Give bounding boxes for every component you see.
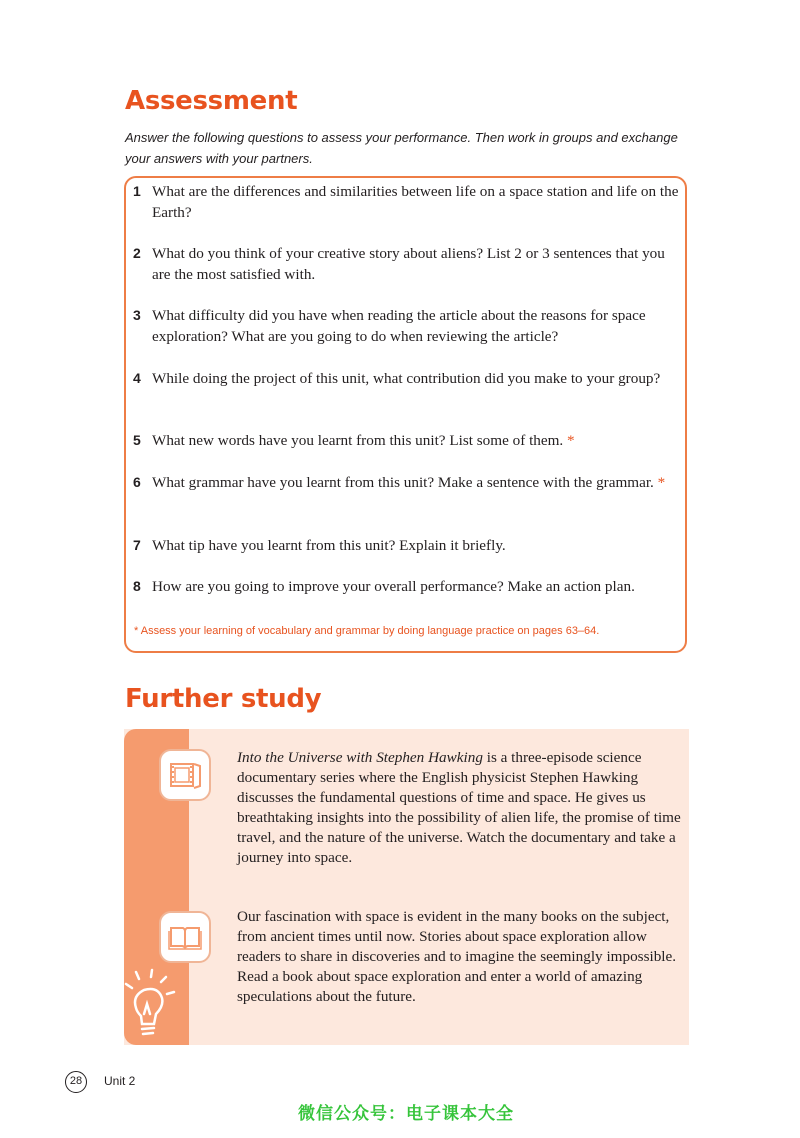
question-item — [133, 368, 681, 389]
question-item — [133, 535, 681, 556]
question-text: What are the differences and similarities between life on a space station and life on the Earth? — [152, 183, 679, 221]
book-icon — [159, 911, 211, 963]
question-item — [133, 243, 681, 285]
further-study-title: Further study — [125, 684, 322, 714]
question-number: 2 — [133, 245, 141, 261]
documentary-paragraph: Into the Universe with Stephen Hawking is a three-episode science documentary series where the English physicist Stephen Hawking discusses the fundamental questions of time and space. He gives us breathtaking insights into the possibility of alien life, the promise of time travel, and the nature of the universe. Watch the documentary and take a journey into space. — [237, 749, 681, 866]
question-text: What tip have you learnt from this unit? Explain it briefly. — [152, 537, 506, 554]
question-number: 6 — [133, 474, 141, 490]
question-item — [133, 472, 681, 493]
question-number: 7 — [133, 537, 141, 553]
question-number: 4 — [133, 370, 141, 386]
question-number: 5 — [133, 432, 141, 448]
asterisk-mark: * — [657, 474, 666, 491]
question-text: What do you think of your creative story about aliens? List 2 or 3 sentences that you are the most satisfied with. — [152, 245, 665, 283]
film-icon — [159, 749, 211, 801]
unit-label: Unit 2 — [104, 1074, 136, 1088]
question-text: How are you going to improve your overall performance? Make an action plan. — [152, 578, 635, 595]
books-paragraph: Our fascination with space is evident in the many books on the subject, from ancient times until now. Stories about space exploration allow readers to share in discoveries and to imagine the seemingly impossible. Read a book about space exploration and enter a world of amazing speculations about the future. — [237, 908, 677, 1005]
question-item — [133, 305, 681, 347]
documentary-title: Into the Universe with Stephen Hawking — [237, 749, 483, 766]
watermark: 微信公众号：电子课本大全 — [298, 1104, 514, 1124]
question-number: 1 — [133, 183, 141, 199]
question-text: What new words have you learnt from this unit? List some of them. — [152, 432, 564, 449]
question-number: 8 — [133, 578, 141, 594]
question-text: What difficulty did you have when reading the article about the reasons for space exploration? What are you going to do when reviewing the article? — [152, 307, 646, 345]
page-number: 28 — [65, 1071, 87, 1093]
assessment-title: Assessment — [125, 86, 298, 116]
question-text: While doing the project of this unit, what contribution did you make to your group? — [152, 370, 661, 387]
assessment-intro: Answer the following questions to assess your performance. Then work in groups and exchange your answers with your partners. — [125, 130, 678, 166]
question-number: 3 — [133, 307, 141, 323]
question-item — [133, 430, 681, 451]
assessment-footnote: * Assess your learning of vocabulary and grammar by doing language practice on pages 63–64. — [134, 625, 600, 637]
lightbulb-icon — [122, 968, 182, 1052]
question-item — [133, 181, 681, 223]
question-item — [133, 576, 681, 597]
asterisk-mark: * — [567, 432, 575, 449]
question-text: What grammar have you learnt from this unit? Make a sentence with the grammar. — [152, 474, 654, 491]
